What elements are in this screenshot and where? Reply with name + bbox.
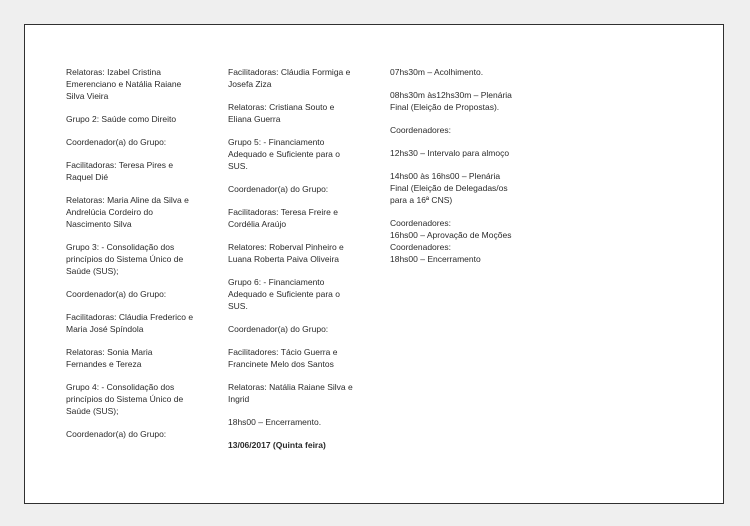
paragraph: Coordenador(a) do Grupo: [228, 324, 329, 334]
paragraph: 18hs00 – Encerramento [390, 254, 481, 264]
paragraph: Coordenador(a) do Grupo: [228, 184, 329, 194]
paragraph: 18hs00 – Encerramento. [228, 417, 322, 427]
paragraph: Facilitadoras: Teresa Pires e Raquel Dié [66, 160, 174, 182]
paragraph: Facilitadoras: Cláudia Formiga e Josefa Ziza [228, 67, 351, 89]
paragraph: Relatoras: Izabel Cristina Emerenciano e Natália Raiane Silva Vieira [66, 67, 182, 101]
paragraph: Grupo 3: - Consolidação dos princípios do Sistema Único de Saúde (SUS); [66, 242, 184, 276]
paragraph: Coordenador(a) do Grupo: [66, 429, 167, 439]
paragraph: Grupo 2: Saúde como Direito [66, 114, 177, 124]
paragraph: Coordenadores: [390, 242, 451, 252]
paragraph: Relatoras: Maria Aline da Silva e Andrelúcia Cordeiro do Nascimento Silva [66, 195, 189, 229]
paragraph: Facilitadoras: Cláudia Frederico e Maria José Spíndola [66, 312, 194, 334]
paragraph: Coordenador(a) do Grupo: [66, 289, 167, 299]
document-page [24, 24, 724, 504]
paragraph: 14hs00 às 16hs00 – Plenária Final (Eleição de Delegadas/os para a 16ª CNS) [390, 171, 508, 205]
paragraph: 16hs00 – Aprovação de Moções [390, 230, 512, 240]
date-heading: 13/06/2017 (Quinta feira) [228, 440, 326, 450]
text-column-1 [66, 66, 216, 451]
paragraph: Grupo 4: - Consolidação dos princípios do Sistema Único de Saúde (SUS); [66, 382, 184, 416]
paragraph: Coordenador(a) do Grupo: [66, 137, 167, 147]
paragraph: Grupo 6: - Financiamento Adequado e Suficiente para o SUS. [228, 277, 341, 311]
paragraph: Relatoras: Cristiana Souto e Eliana Guerra [228, 102, 335, 124]
paragraph: 12hs30 – Intervalo para almoço [390, 148, 510, 158]
paragraph: Relatoras: Sonia Maria Fernandes e Tereza [66, 347, 153, 369]
text-column-2 [228, 66, 378, 462]
paragraph: 07hs30m – Acolhimento. [390, 67, 484, 77]
paragraph: Facilitadoras: Teresa Freire e Cordélia Araújo [228, 207, 338, 229]
paragraph: Relatores: Roberval Pinheiro e Luana Roberta Paiva Oliveira [228, 242, 344, 264]
paragraph: Grupo 5: - Financiamento Adequado e Suficiente para o SUS. [228, 137, 341, 171]
paragraph: 08hs30m às12hs30m – Plenária Final (Eleição de Propostas). [390, 90, 512, 112]
paragraph: Facilitadores: Tácio Guerra e Francinete Melo dos Santos [228, 347, 338, 369]
paragraph: Coordenadores: [390, 125, 451, 135]
text-column-3 [390, 66, 540, 276]
paragraph: Coordenadores: [390, 218, 451, 228]
paragraph: Relatoras: Natália Raiane Silva e Ingrid [228, 382, 353, 404]
